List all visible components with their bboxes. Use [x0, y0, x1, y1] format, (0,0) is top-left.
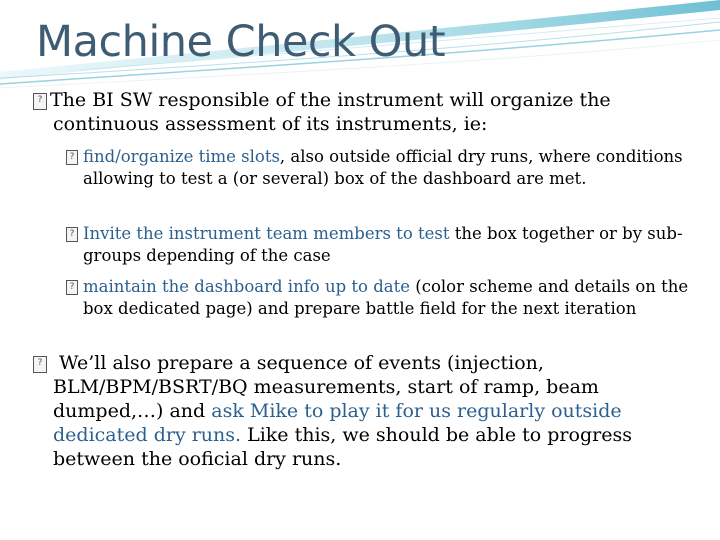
bullet-glyph-icon: ? — [66, 150, 78, 165]
bullet-glyph-icon: ? — [33, 356, 47, 373]
sub-bullet-2-highlight: Invite the instrument team members to test — [83, 224, 450, 243]
sub-bullet-2 — [66, 223, 696, 267]
sub-bullet-3-text: (color scheme and details on the box dedicated page) and prepare battle field for the next iteration — [83, 277, 689, 318]
paragraph-1-text: The BI SW responsible of the instrument will organize the continuous assessment of its instruments, ie: — [50, 89, 611, 135]
sub-bullet-1-highlight: find/organize time slots — [83, 147, 280, 166]
bullet-glyph-icon: ? — [33, 93, 47, 110]
bullet-glyph-icon: ? — [66, 280, 78, 295]
paragraph-2-highlight: ask Mike to play it for us regularly outside dedicated dry runs. — [53, 400, 622, 446]
paragraph-2-text-b: Like this, we should be able to progress between the ooficial dry runs. — [53, 424, 632, 470]
sub-bullet-1-text: , also outside official dry runs, where conditions allowing to test a (or several) box of the dashboard are met. — [83, 147, 683, 188]
bullet-paragraph-2 — [33, 351, 683, 471]
sub-bullet-2-text: the box together or by sub-groups depending of the case — [83, 224, 683, 265]
sub-bullet-3-highlight: maintain the dashboard info up to date — [83, 277, 411, 296]
slide-title: Machine Check Out — [36, 17, 446, 67]
paragraph-2-text-a: We’ll also prepare a sequence of events (injection, BLM/BPM/BSRT/BQ measurements, start of ramp, beam dumped,…) and — [53, 352, 599, 422]
sub-bullet-3 — [66, 276, 691, 320]
bullet-paragraph-1 — [33, 88, 683, 136]
bullet-glyph-icon: ? — [66, 227, 78, 242]
sub-bullet-1 — [66, 146, 691, 190]
